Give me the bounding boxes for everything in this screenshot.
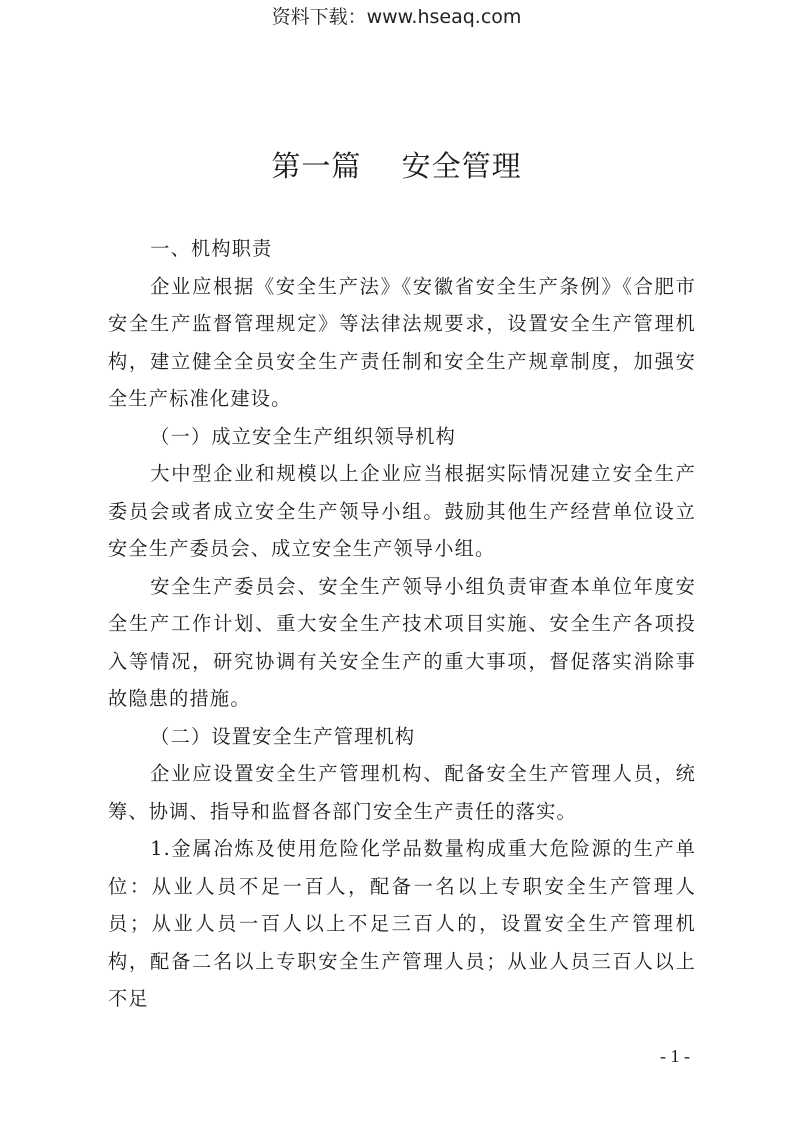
body-paragraph: 1.金属冶炼及使用危险化学品数量构成重大危险源的生产单位：从业人员不足一百人，配备一名以上专职安全生产管理人员；从业人员一百人以上不足三百人的，设置安全生产管理机构，配备二名以上专职安全生产管理人员；从业人员三百人以上不足 bbox=[108, 837, 696, 1010]
section-heading: 一、机构职责 bbox=[150, 237, 273, 260]
subsection-heading: （二）设置安全生产管理机构 bbox=[150, 724, 416, 748]
body-paragraph: 企业应设置安全生产管理机构、配备安全生产管理人员，统筹、协调、指导和监督各部门安全生产责任的落实。 bbox=[108, 762, 696, 823]
page-header: 资料下载：www.hseaq.com bbox=[271, 6, 522, 28]
page-number: - 1 - bbox=[660, 1046, 690, 1066]
body-paragraph: 安全生产委员会、安全生产领导小组负责审查本单位年度安全生产工作计划、重大安全生产技术项目实施、安全生产各项投入等情况，研究协调有关安全生产的重大事项，督促落实消除事故隐患的措施。 bbox=[108, 574, 696, 710]
body-paragraph: 企业应根据《安全生产法》《安徽省安全生产条例》《合肥市安全生产监督管理规定》等法律法规要求，设置安全生产管理机构，建立健全全员安全生产责任制和安全生产规章制度，加强安全生产标准化建设。 bbox=[108, 274, 696, 410]
body-paragraph: 大中型企业和规模以上企业应当根据实际情况建立安全生产委员会或者成立安全生产领导小组。鼓励其他生产经营单位设立安全生产委员会、成立安全生产领导小组。 bbox=[108, 462, 696, 560]
subsection-heading: （一）成立安全生产组织领导机构 bbox=[150, 424, 457, 448]
document-body bbox=[108, 230, 696, 1018]
page-title: 第一篇 安全管理 bbox=[271, 149, 522, 183]
